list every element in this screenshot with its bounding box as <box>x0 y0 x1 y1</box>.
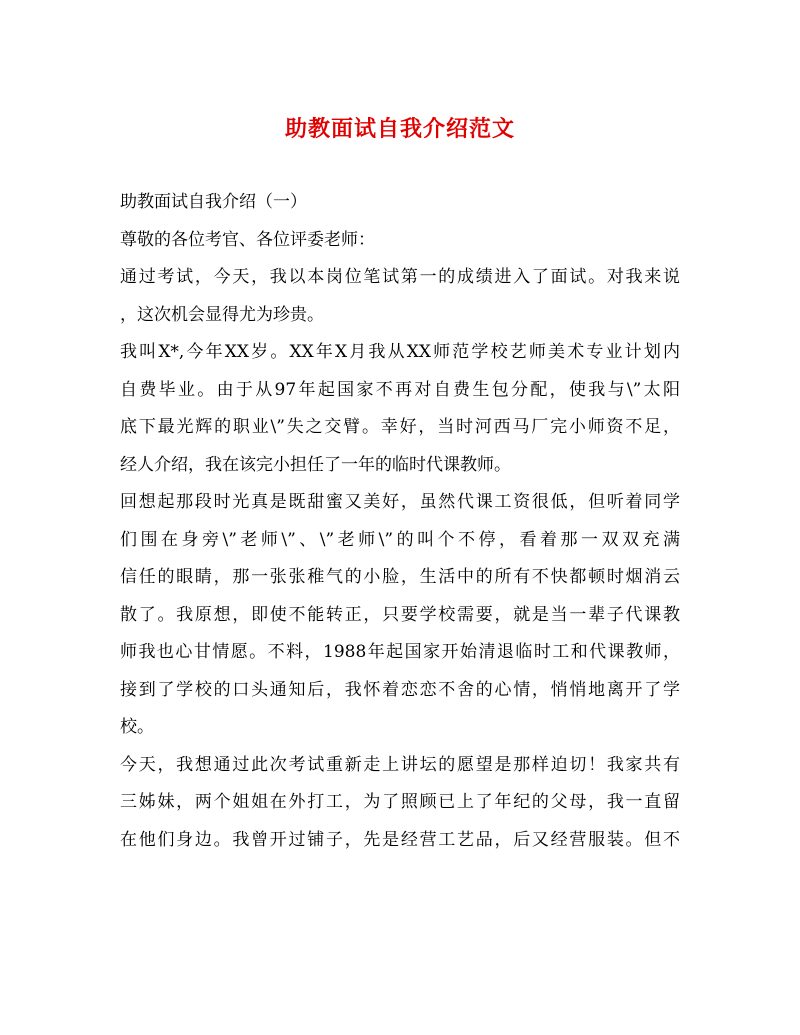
text-line: 我叫X*,今年XX岁。XX年X月我从XX师范学校艺师美术专业计划内 <box>120 342 680 362</box>
text-line: 师我也心甘情愿。不料，1988年起国家开始清退临时工和代课教师， <box>120 642 680 662</box>
text-line: 接到了学校的口头通知后，我怀着恋恋不舍的心情，悄悄地离开了学 <box>120 679 680 700</box>
text-line: 散了。我原想，即使不能转正，只要学校需要，就是当一辈子代课教 <box>120 604 680 625</box>
text-line: 信任的眼睛，那一张张稚气的小脸，生活中的所有不快都顿时烟消云 <box>120 567 680 587</box>
text-line: 在他们身边。我曾开过铺子，先是经营工艺品，后又经营服装。但不 <box>120 829 680 850</box>
text-line: 今天，我想通过此次考试重新走上讲坛的愿望是那样迫切！我家共有 <box>120 754 680 775</box>
document-body <box>120 184 680 859</box>
document-title: 助教面试自我介绍范文 <box>284 116 515 142</box>
text-line: 助教面试自我介绍（一） <box>120 192 307 212</box>
text-line: 自费毕业。由于从97年起国家不再对自费生包分配，使我与\”太阳 <box>120 379 680 400</box>
text-line: 回想起那段时光真是既甜蜜又美好，虽然代课工资很低，但听着同学 <box>120 492 680 512</box>
text-line: 尊敬的各位考官、各位评委老师： <box>120 229 375 250</box>
text-line: 校。 <box>120 717 154 737</box>
text-line: 底下最光辉的职业\”失之交臂。幸好，当时河西马厂完小师资不足， <box>120 417 680 437</box>
text-line: ，这次机会显得尤为珍贵。 <box>120 304 324 325</box>
text-line: 三姊妹，两个姐姐在外打工，为了照顾已上了年纪的父母，我一直留 <box>120 792 680 812</box>
text-line: 经人介绍，我在该完小担任了一年的临时代课教师。 <box>120 454 511 475</box>
text-line: 通过考试，今天，我以本岗位笔试第一的成绩进入了面试。对我来说 <box>120 267 680 287</box>
text-line: 们围在身旁\”老师\”、\”老师\”的叫个不停，看着那一双双充满 <box>120 529 680 550</box>
